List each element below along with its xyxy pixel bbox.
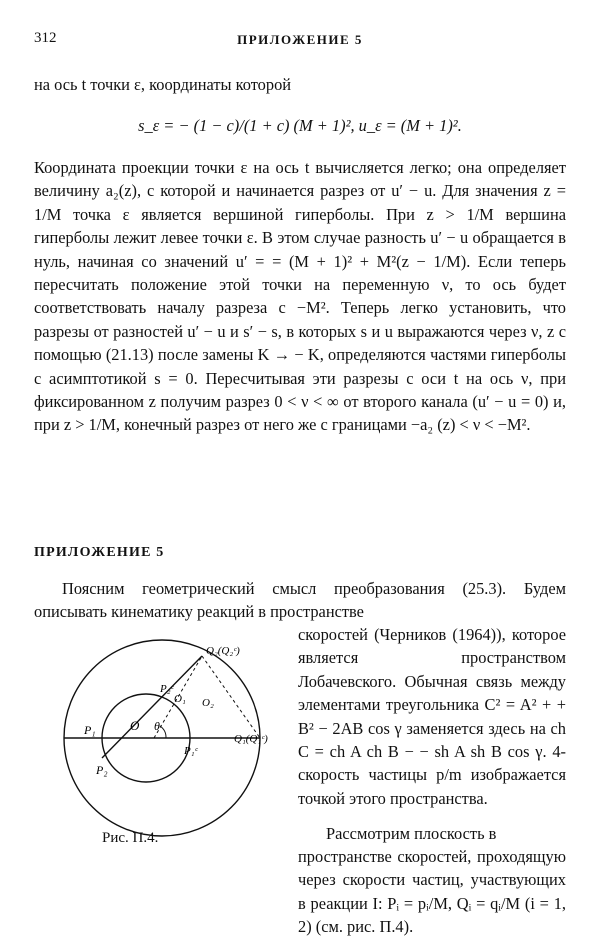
paragraph-1: Координата проекции точки ε на ось t вычисляется легко; она определяет величину a₂(z), с которой и начинается разрез от u′ − u. Для значения z = 1/M точка ε является вершиной гиперболы. При z > 1/M вершина гиперболы лежит левее точки ε. В этом случае разность u′ − u обращается в нуль, начиная со значений u′ = = (M + 1)² + M²(z − 1/M). Если теперь пересчитать положение этой точки на переменную ν, то ось будет соответствовать началу разреза с −M². Теперь легко установить, что разрезы от разностей u′ − u и s′ − s, в которых s и u выражаются через ν, z с помощью (21.13) после замены K → − K, определяются частями гиперболы с асимптотикой s = 0. Пересчитывая эти разрезы с оси t на ось ν, при фиксированном z получим разрез 0 < ν < ∞ от второго канала (u′ − u = 0) и, при z > 1/M, конечный разрез от него же с границами −a₂ (z) < ν < −M². xyxy=(34,158,566,435)
page-number: 312 xyxy=(34,30,57,46)
label-theta: θ xyxy=(154,719,160,733)
label-p1c: P₁ᶜ xyxy=(184,745,198,757)
figure-caption: Рис. П.4. xyxy=(102,830,159,846)
running-title: ПРИЛОЖЕНИЕ 5 xyxy=(237,32,363,47)
display-equation: s_ε = − (1 − c)/(1 + c) (M + 1)², u_ε = (M + 1)². xyxy=(138,116,462,135)
label-o: O xyxy=(130,718,140,733)
label-p1: P₁ xyxy=(84,723,96,737)
page-header xyxy=(34,30,566,52)
label-p2: P₂ xyxy=(96,763,108,777)
chord-p2-q2 xyxy=(102,656,202,758)
label-q2: Q₂(Q₂ᶜ) xyxy=(206,645,240,657)
figure-p4 xyxy=(34,630,292,840)
theta-arc xyxy=(160,726,166,738)
label-p2c: P₂ᶜ xyxy=(160,683,174,695)
paragraph-2-wrap: скоростей (Черников (1964)), которое является пространством Лобачевского. Обычная связь между элементами треугольника C² = A² + + B² − 2AB cos γ заменяется здесь на ch C = ch A ch B − − sh A sh B cos γ. 4-скорость частицы p/m изображается точкой этого пространства. xyxy=(298,625,566,808)
paragraph-2-lead: Поясним геометрический смысл преобразования (25.3). Будем описывать кинематику реакций в пространстве xyxy=(34,579,566,622)
label-q1: Q₁(Q₁ᶜ) xyxy=(234,733,268,745)
intro-line: на ось t точки ε, координаты которой xyxy=(34,75,292,94)
section-title: ПРИЛОЖЕНИЕ 5 xyxy=(34,545,165,560)
paragraph-3-rest: пространстве скоростей, проходящую через скорости частиц, участвующих в реакции I: Pᵢ = pᵢ/M, Qᵢ = qᵢ/M (i = 1, 2) (см. рис. П.4). xyxy=(298,847,566,937)
label-o1: O₁ xyxy=(174,693,186,705)
paragraph-3-wrap: Рассмотрим плоскость в xyxy=(326,824,497,843)
label-o2: O₂ xyxy=(202,697,214,709)
